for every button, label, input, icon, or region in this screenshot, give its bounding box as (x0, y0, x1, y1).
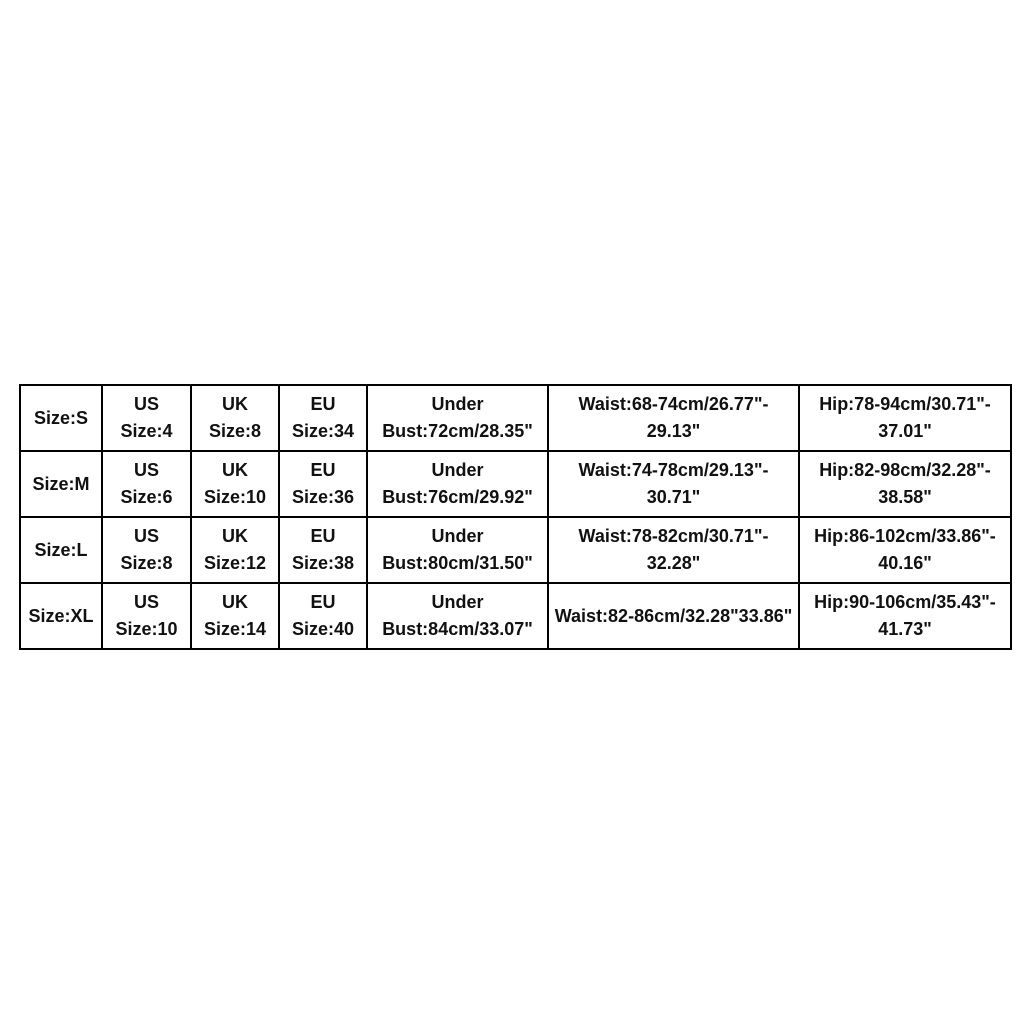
waist-cell: Waist:74-78cm/29.13"- 30.71" (548, 451, 799, 517)
size-row-m (20, 451, 1011, 517)
size-row-l (20, 517, 1011, 583)
waist-cell: Waist:68-74cm/26.77"- 29.13" (548, 385, 799, 451)
eu-size-cell: EU Size:34 (279, 385, 367, 451)
us-size-cell: US Size:6 (102, 451, 191, 517)
hip-cell: Hip:90-106cm/35.43"- 41.73" (799, 583, 1011, 649)
uk-size-cell: UK Size:10 (191, 451, 279, 517)
eu-size-cell: EU Size:36 (279, 451, 367, 517)
uk-size-cell: UK Size:12 (191, 517, 279, 583)
size-cell: Size:M (20, 451, 102, 517)
size-row-s (20, 385, 1011, 451)
under-bust-cell: Under Bust:72cm/28.35" (367, 385, 548, 451)
us-size-cell: US Size:4 (102, 385, 191, 451)
hip-cell: Hip:86-102cm/33.86"- 40.16" (799, 517, 1011, 583)
under-bust-cell: Under Bust:76cm/29.92" (367, 451, 548, 517)
under-bust-cell: Under Bust:80cm/31.50" (367, 517, 548, 583)
waist-cell: Waist:78-82cm/30.71"- 32.28" (548, 517, 799, 583)
us-size-cell: US Size:8 (102, 517, 191, 583)
size-cell: Size:XL (20, 583, 102, 649)
eu-size-cell: EU Size:38 (279, 517, 367, 583)
waist-cell: Waist:82-86cm/32.28"33.86" (548, 583, 799, 649)
size-cell: Size:L (20, 517, 102, 583)
under-bust-cell: Under Bust:84cm/33.07" (367, 583, 548, 649)
uk-size-cell: UK Size:8 (191, 385, 279, 451)
size-cell: Size:S (20, 385, 102, 451)
hip-cell: Hip:82-98cm/32.28"- 38.58" (799, 451, 1011, 517)
hip-cell: Hip:78-94cm/30.71"- 37.01" (799, 385, 1011, 451)
us-size-cell: US Size:10 (102, 583, 191, 649)
uk-size-cell: UK Size:14 (191, 583, 279, 649)
eu-size-cell: EU Size:40 (279, 583, 367, 649)
size-row-xl (20, 583, 1011, 649)
size-chart-table (19, 384, 1012, 650)
